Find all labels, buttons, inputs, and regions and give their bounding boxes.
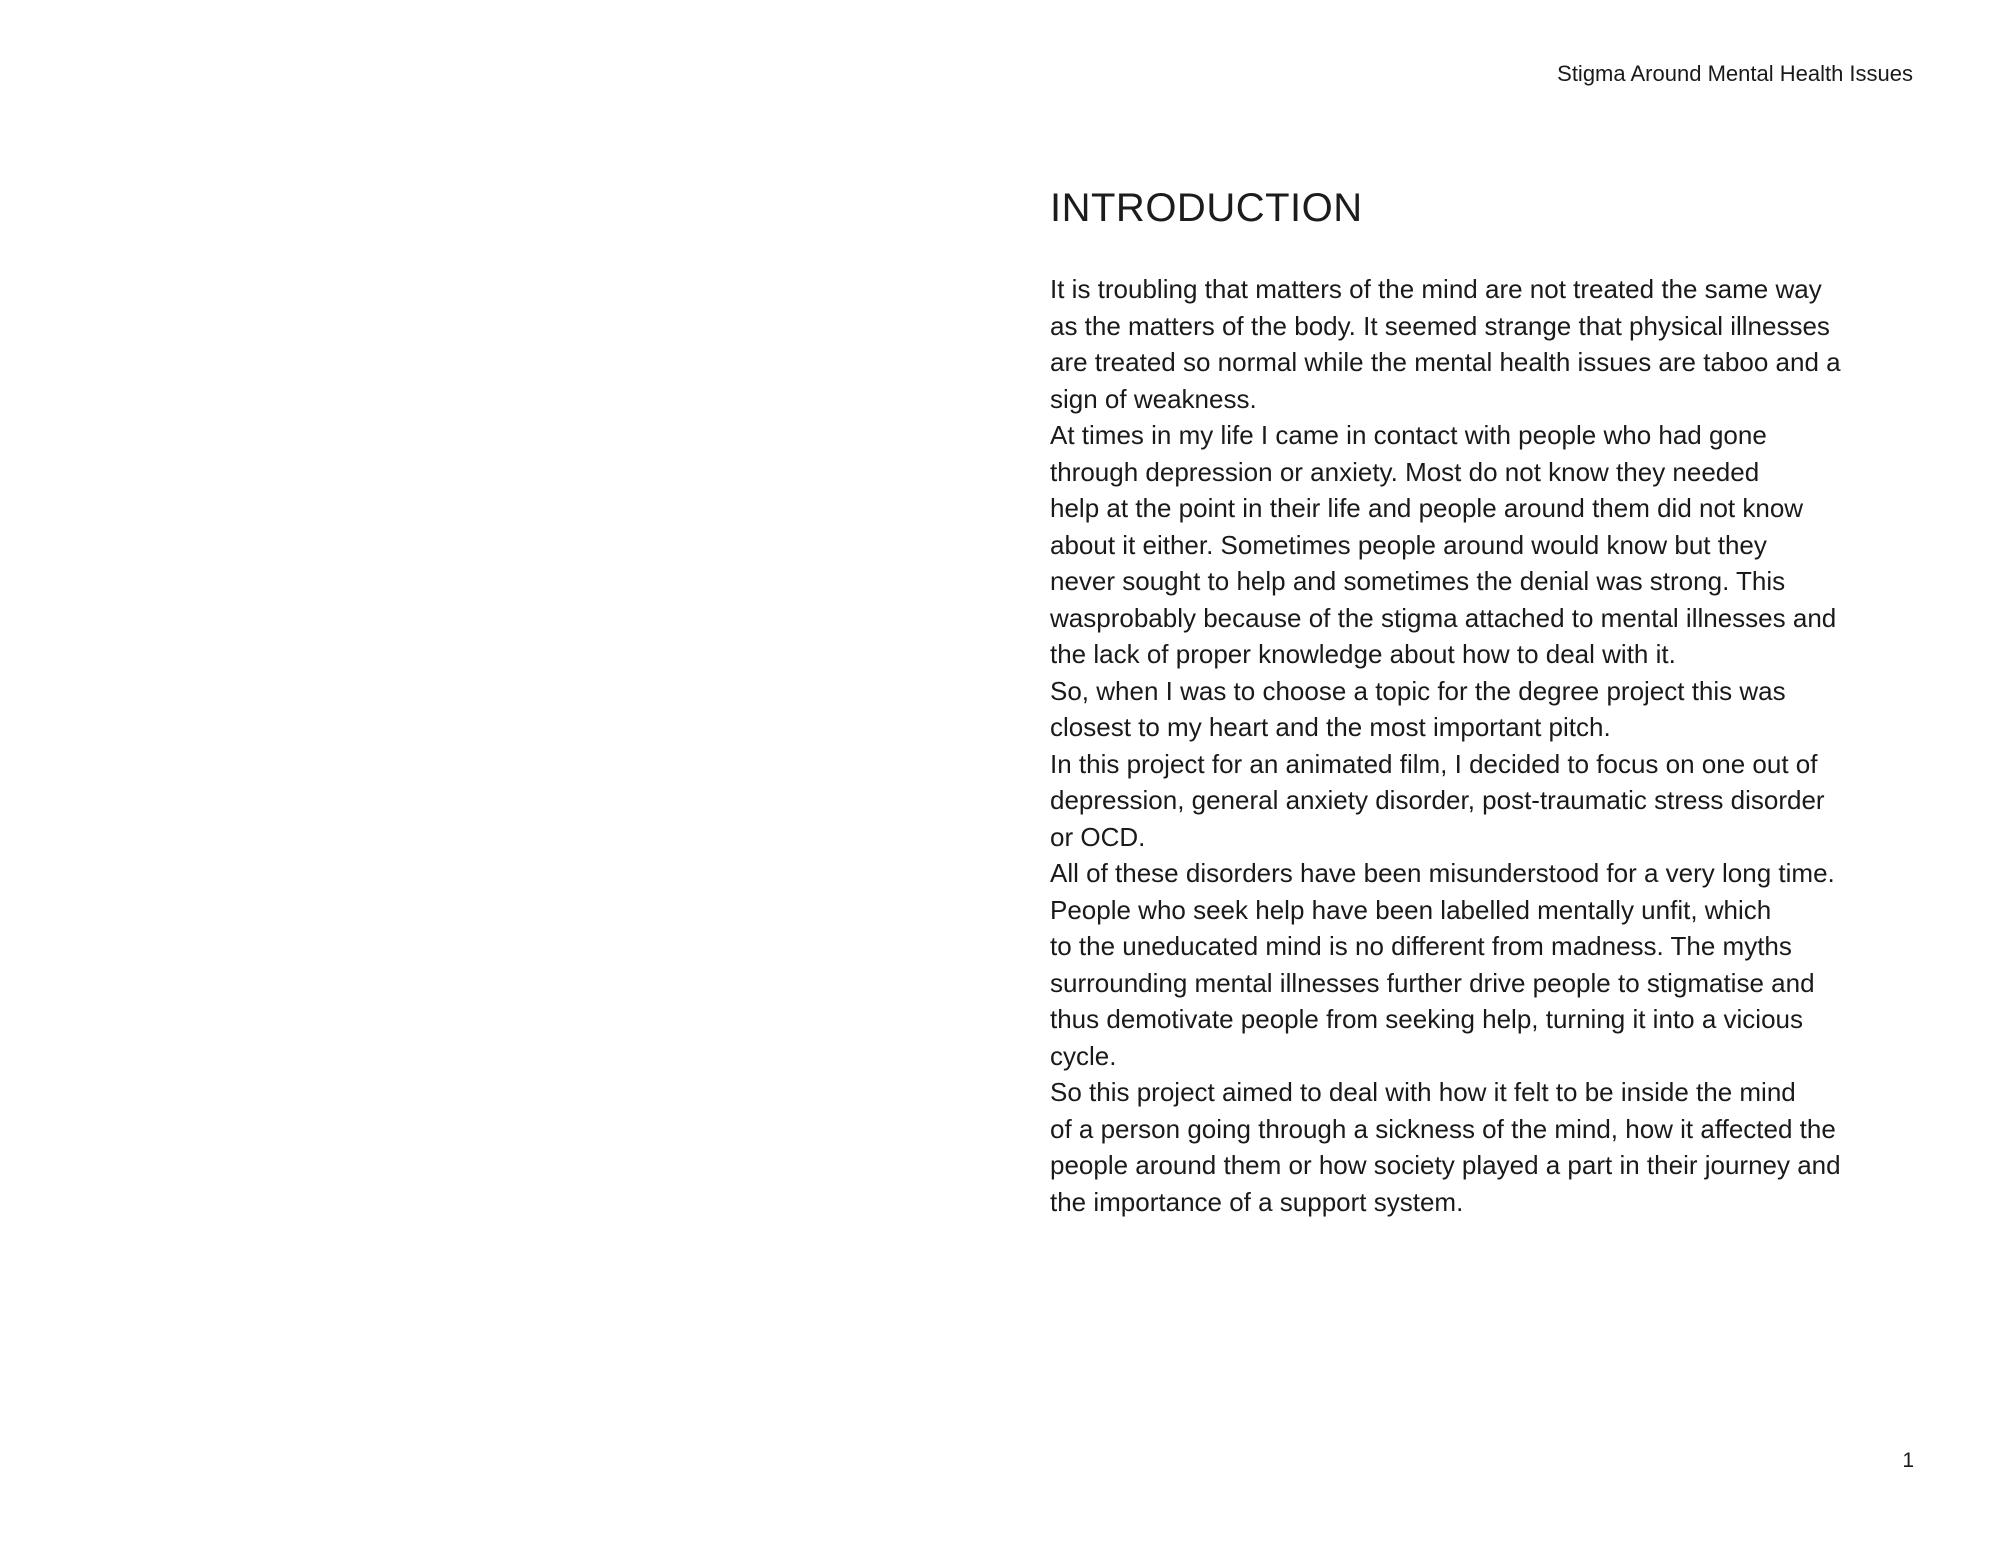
body-text-line: In this project for an animated film, I decided to focus on one out of xyxy=(1050,748,1818,779)
page-number: 1 xyxy=(1902,1449,1914,1472)
body-text-line: of a person going through a sickness of the mind, how it affected the xyxy=(1050,1113,1836,1144)
body-text-line: the lack of proper knowledge about how to deal with it. xyxy=(1050,639,1676,669)
body-text-line: People who seek help have been labelled mentally unfit, which xyxy=(1050,894,1772,925)
body-text-line: about it either. Sometimes people around would know but they xyxy=(1050,529,1767,560)
body-text-line: the importance of a support system. xyxy=(1050,1186,1464,1217)
body-text xyxy=(1050,271,1950,1220)
running-header: Stigma Around Mental Health Issues xyxy=(1557,61,1913,86)
body-text-line: At times in my life I came in contact with people who had gone xyxy=(1050,420,1767,450)
body-text-line: to the uneducated mind is no different from madness. The myths xyxy=(1050,931,1792,961)
body-text-line: help at the point in their life and people around them did not know xyxy=(1050,493,1804,523)
body-text-line: through depression or anxiety. Most do not know they needed xyxy=(1050,456,1760,487)
body-text-line: It is troubling that matters of the mind are not treated the same way xyxy=(1050,274,1822,304)
body-text-line: thus demotivate people from seeking help, turning it into a vicious xyxy=(1050,1004,1803,1034)
body-text-line: or OCD. xyxy=(1050,821,1146,852)
body-text-line: So, when I was to choose a topic for the degree project this was xyxy=(1050,675,1786,706)
body-text-line: people around them or how society played a part in their journey and xyxy=(1050,1150,1841,1180)
body-text-line: So this project aimed to deal with how it felt to be inside the mind xyxy=(1050,1077,1796,1107)
body-text-line: cycle. xyxy=(1050,1040,1117,1071)
body-text-line: depression, general anxiety disorder, post-traumatic stress disorder xyxy=(1050,785,1825,815)
body-text-line: never sought to help and sometimes the denial was strong. This xyxy=(1050,566,1786,596)
body-text-line: surrounding mental illnesses further drive people to stigmatise and xyxy=(1050,967,1815,998)
body-text-line: wasprobably because of the stigma attached to mental illnesses and xyxy=(1050,602,1837,633)
body-text-line: are treated so normal while the mental health issues are taboo and a xyxy=(1050,347,1841,377)
body-text-line: as the matters of the body. It seemed strange that physical illnesses xyxy=(1050,310,1830,341)
body-text-line: All of these disorders have been misunderstood for a very long time. xyxy=(1050,858,1835,888)
body-text-line: sign of weakness. xyxy=(1050,383,1257,414)
section-title: INTRODUCTION xyxy=(1050,186,1363,230)
body-text-line: closest to my heart and the most important pitch. xyxy=(1050,712,1611,742)
